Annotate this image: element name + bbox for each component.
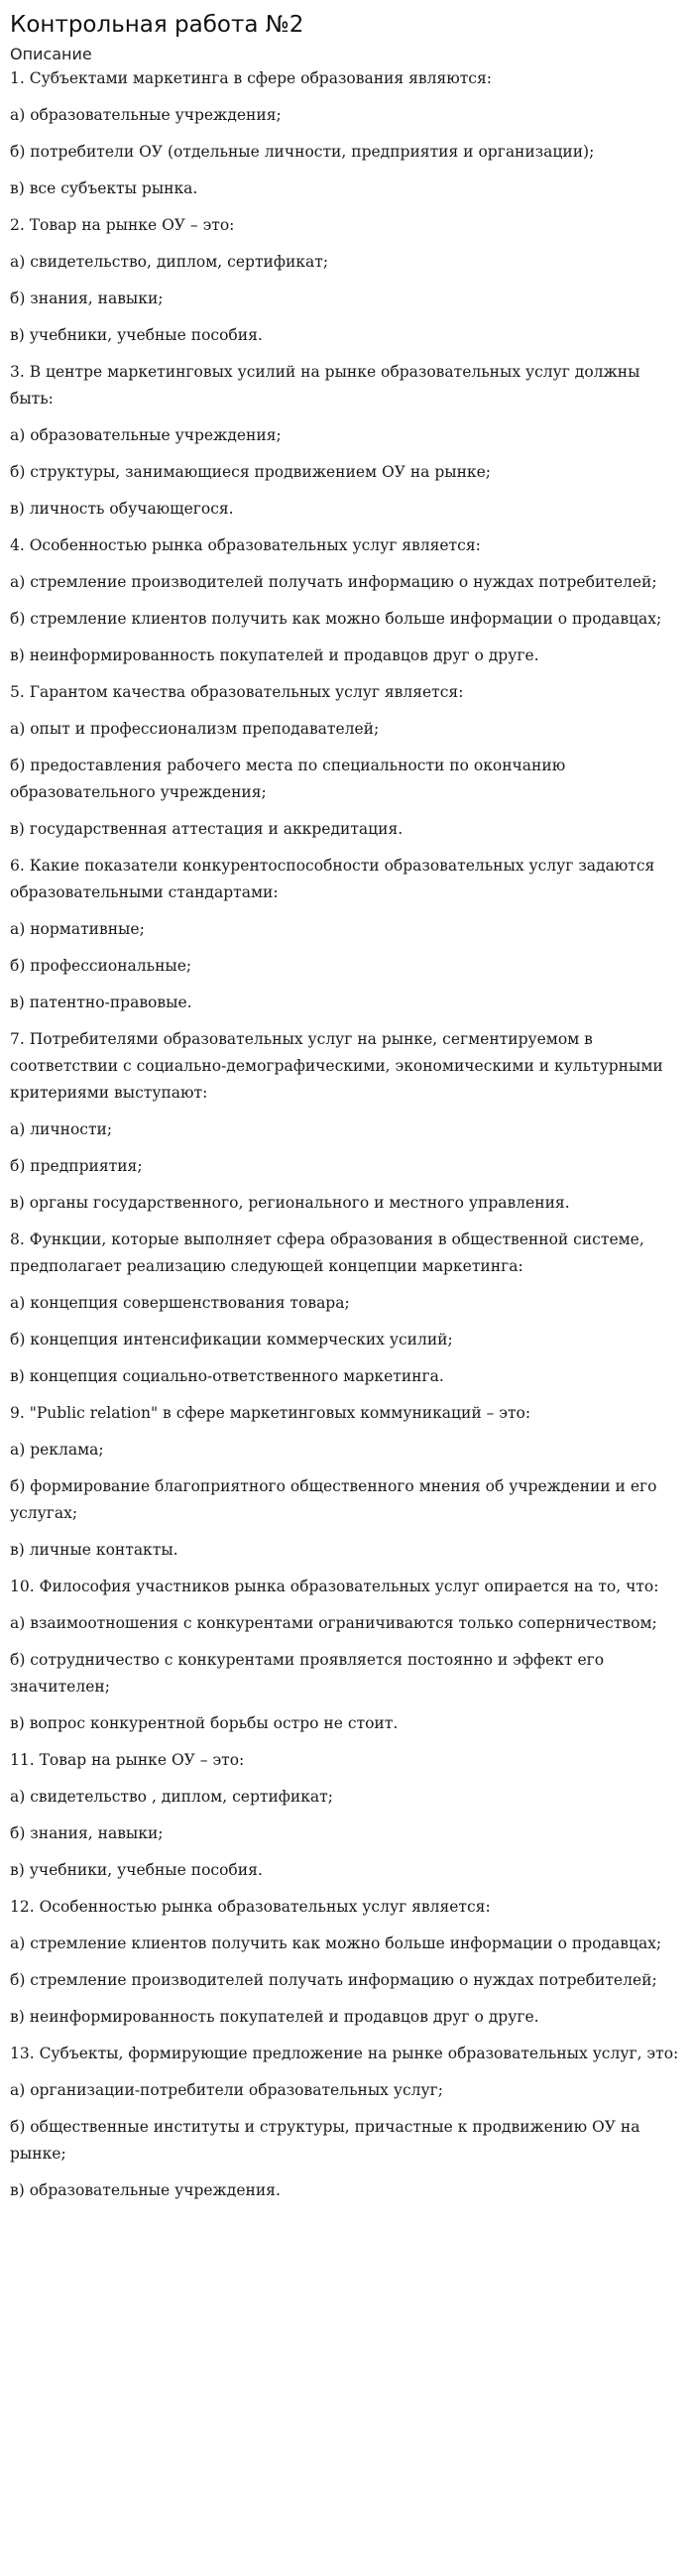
answer-12b: б) стремление производителей получать информацию о нуждах потребителей;: [10, 1971, 657, 1989]
answer-13c: в) образовательные учреждения.: [10, 2181, 281, 2199]
answer-3a: а) образовательные учреждения;: [10, 426, 282, 444]
answer-5a: а) опыт и профессионализм преподавателей;: [10, 720, 380, 738]
answer-9a: а) реклама;: [10, 1441, 104, 1459]
answer-3c: в) личность обучающегося.: [10, 500, 234, 518]
answer-4b: б) стремление клиентов получить как можно больше информации о продавцах;: [10, 610, 662, 628]
answer-4c: в) неинформированность покупателей и продавцов друг о друге.: [10, 646, 539, 664]
answer-6b: б) профессиональные;: [10, 957, 192, 975]
question-4: 4. Особенностью рынка образовательных услуг является:: [10, 536, 481, 554]
answer-10b: б) сотрудничество с конкурентами проявляется постоянно и эффект его значителен;: [10, 1651, 605, 1696]
question-8: 8. Функции, которые выполняет сфера образования в общественной системе, предполагает реализацию следующей концепции маркетинга:: [10, 1230, 644, 1275]
answer-4a: а) стремление производителей получать информацию о нуждах потребителей;: [10, 573, 657, 591]
answer-3b: б) структуры, занимающиеся продвижением ОУ на рынке;: [10, 463, 491, 481]
answer-12c: в) неинформированность покупателей и продавцов друг о друге.: [10, 2008, 539, 2026]
document-body: [10, 65, 685, 2204]
answer-11b: б) знания, навыки;: [10, 1824, 164, 1842]
answer-11c: в) учебники, учебные пособия.: [10, 1861, 263, 1879]
answer-2b: б) знания, навыки;: [10, 290, 164, 307]
answer-9c: в) личные контакты.: [10, 1541, 178, 1559]
answer-1b: б) потребители ОУ (отдельные личности, предприятия и организации);: [10, 143, 595, 161]
answer-10c: в) вопрос конкурентной борьбы остро не стоит.: [10, 1714, 399, 1732]
answer-8a: а) концепция совершенствования товара;: [10, 1294, 350, 1312]
answer-6a: а) нормативные;: [10, 920, 145, 938]
answer-13b: б) общественные институты и структуры, причастные к продвижению ОУ на рынке;: [10, 2118, 640, 2163]
question-7: 7. Потребителями образовательных услуг на рынке, сегментируемом в соответствии с социально-демографическими, экономическими и культурными критериями выступают:: [10, 1030, 663, 1102]
question-2: 2. Товар на рынке ОУ – это:: [10, 216, 235, 234]
answer-8b: б) концепция интенсификации коммерческих усилий;: [10, 1331, 453, 1348]
answer-2c: в) учебники, учебные пособия.: [10, 326, 263, 344]
answer-5b: б) предоставления рабочего места по специальности по окончанию образовательного учреждения;: [10, 757, 566, 801]
answer-6c: в) патентно-правовые.: [10, 994, 192, 1011]
answer-9b: б) формирование благоприятного общественного мнения об учреждении и его услугах;: [10, 1477, 657, 1522]
question-6: 6. Какие показатели конкурентоспособности образовательных услуг задаются образовательными стандартами:: [10, 857, 655, 901]
answer-11a: а) свидетельство , диплом, сертификат;: [10, 1788, 333, 1806]
question-1: 1. Субъектами маркетинга в сфере образования являются:: [10, 69, 492, 87]
answer-5c: в) государственная аттестация и аккредитация.: [10, 820, 404, 838]
question-12: 12. Особенностью рынка образовательных услуг является:: [10, 1898, 491, 1916]
question-5: 5. Гарантом качества образовательных услуг является:: [10, 683, 464, 701]
page-title: Контрольная работа №2: [10, 12, 304, 38]
answer-1a: а) образовательные учреждения;: [10, 106, 282, 124]
answer-7a: а) личности;: [10, 1120, 113, 1138]
answer-10a: а) взаимоотношения с конкурентами ограничиваются только соперничеством;: [10, 1614, 657, 1632]
answer-2a: а) свидетельство, диплом, сертификат;: [10, 253, 329, 271]
answer-7b: б) предприятия;: [10, 1157, 143, 1175]
answer-1c: в) все субъекты рынка.: [10, 179, 198, 197]
question-3: 3. В центре маркетинговых усилий на рынке образовательных услуг должны быть:: [10, 363, 640, 408]
question-9: 9. "Public relation" в сфере маркетинговых коммуникаций – это:: [10, 1404, 531, 1422]
answer-13a: а) организации-потребители образовательных услуг;: [10, 2081, 443, 2099]
answer-8c: в) концепция социально-ответственного маркетинга.: [10, 1367, 444, 1385]
question-10: 10. Философия участников рынка образовательных услуг опирается на то, что:: [10, 1578, 659, 1595]
description-label: Описание: [10, 45, 92, 63]
question-13: 13. Субъекты, формирующие предложение на рынке образовательных услуг, это:: [10, 2045, 679, 2062]
answer-12a: а) стремление клиентов получить как можно больше информации о продавцах;: [10, 1934, 662, 1952]
question-11: 11. Товар на рынке ОУ – это:: [10, 1751, 245, 1769]
answer-7c: в) органы государственного, регионального и местного управления.: [10, 1194, 570, 1212]
